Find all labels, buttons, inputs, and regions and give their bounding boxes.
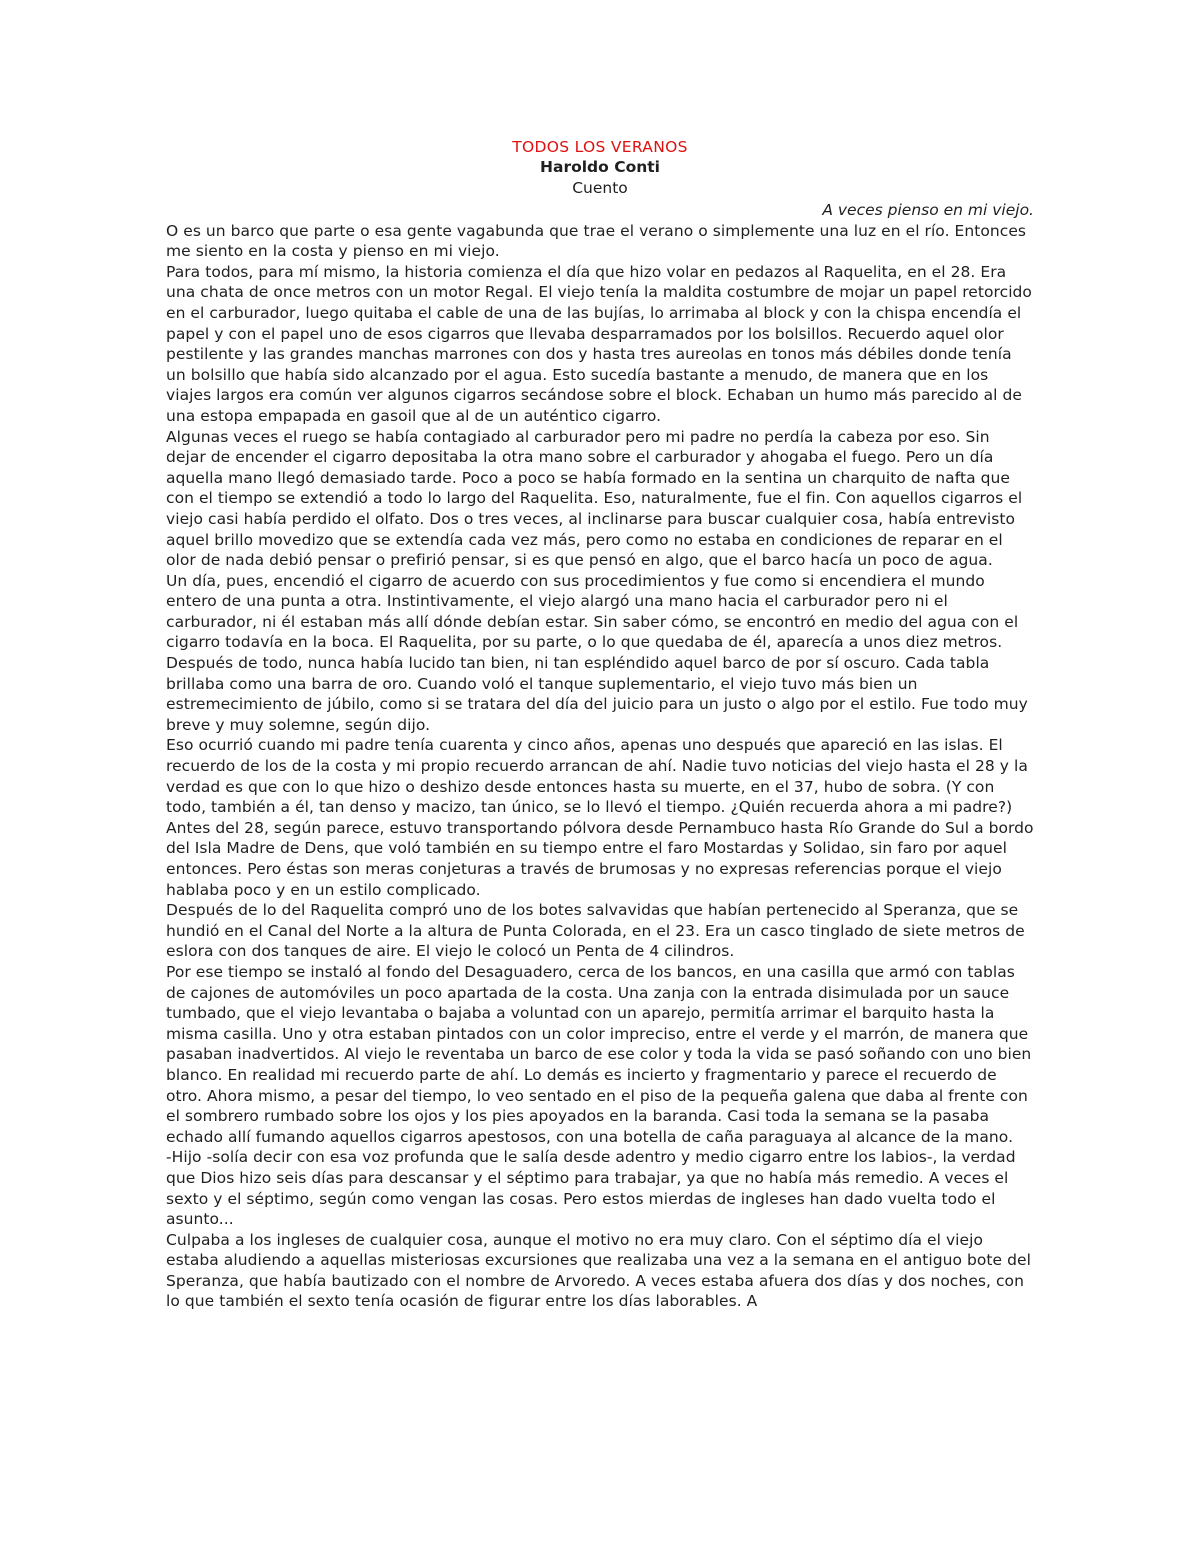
paragraph: Un día, pues, encendió el cigarro de acuerdo con sus procedimientos y fue como si encendiera el mundo entero de una punta a otra. Instintivamente, el viejo alargó una mano hacia el carburador pero ni el carburador, ni él estaban más allí dónde debían estar. Sin saber cómo, se encontró en medio del agua con el cigarro todavía en la boca. El Raquelita, por su parte, o lo que quedaba de él, aparecía a unos diez metros. Después de todo, nunca había lucido tan bien, ni tan espléndido aquel barco de por sí oscuro. Cada tabla brillaba como una barra de oro. Cuando voló el tanque suplementario, el viejo tuvo más bien un estremecimiento de júbilo, como si se tratara del día del juicio para un justo o algo por el estilo. Fue todo muy breve y muy solemne, según dijo. (166, 571, 1028, 734)
paragraph: Después de lo del Raquelita compró uno de los botes salvavidas que habían pertenecido al Speranza, que se hundió en el Canal del Norte a la altura de Punta Colorada, en el 23. Era un casco tinglado de siete metros de eslora con dos tanques de aire. El viejo le colocó un Penta de 4 cilindros. (166, 901, 1025, 961)
paragraph: Para todos, para mí mismo, la historia comienza el día que hizo volar en pedazos al Raquelita, en el 28. Era una chata de once metros con un motor Regal. El viejo tenía la maldita costumbre de mojar un papel retorcido en el carburador, luego quitaba el cable de una de las bujías, lo arrimaba al block y con la chispa encendía el papel y con el papel uno de esos cigarros que llevaba desparramados por los bolsillos. Recuerdo aquel olor pestilente y las grandes manchas marrones con dos y hasta tres aureolas en tonos más débiles donde tenía un bolsillo que había sido alcanzado por el agua. Esto sucedía bastante a menudo, de manera que en los viajes largos era común ver algunos cigarros secándose sobre el block. Echaban un humo más parecido al de una estopa empapada en gasoil que al de un auténtico cigarro. (166, 262, 1032, 425)
paragraph: Antes del 28, según parece, estuvo transportando pólvora desde Pernambuco hasta Río Grande do Sul a bordo del Isla Madre de Dens, que voló también en su tiempo entre el faro Mostardas y Solidao, sin faro por aquel entonces. Pero éstas son meras conjeturas a través de brumosas y no expresas referencias porque el viejo hablaba poco y en un estilo complicado. (166, 818, 1034, 899)
document-page (166, 137, 1034, 1312)
paragraph: -Hijo -solía decir con esa voz profunda que le salía desde adentro y medio cigarro entre los labios-, la verdad que Dios hizo seis días para descansar y el séptimo para trabajar, ya que no había más remedio. A veces el sexto y el séptimo, según como vengan las cosas. Pero estos mierdas de ingleses han dado vuelta todo el asunto... (166, 1148, 1016, 1229)
paragraph: O es un barco que parte o esa gente vagabunda que trae el verano o simplemente una luz en el río. Entonces me siento en la costa y pienso en mi viejo. (166, 221, 1027, 261)
paragraph: Algunas veces el ruego se había contagiado al carburador pero mi padre no perdía la cabeza por eso. Sin dejar de encender el cigarro depositaba la otra mano sobre el carburador y ahogaba el fuego. Pero un día aquella mano llegó demasiado tarde. Poco a poco se había formado en la sentina un charquito de nafta que con el tiempo se extendió a todo lo largo del Raquelita. Eso, naturalmente, fue el fin. Con aquellos cigarros el viejo casi había perdido el olfato. Dos o tres veces, al inclinarse para buscar cualquier cosa, había entrevisto aquel brillo movedizo que se extendía cada vez más, pero como no estaba en condiciones de reparar en el olor de nada debió pensar o prefirió pensar, si es que pensó en algo, que el barco hacía un poco de agua. (166, 427, 1023, 570)
paragraph: Por ese tiempo se instaló al fondo del Desaguadero, cerca de los bancos, en una casilla que armó con tablas de cajones de automóviles un poco apartada de la costa. Una zanja con la entrada disimulada por un sauce tumbado, que el viejo levantaba o bajaba a voluntad con un aparejo, permitía arrimar el barquito hasta la misma casilla. Uno y otra estaban pintados con un color impreciso, entre el verde y el marrón, de manera que pasaban inadvertidos. Al viejo le reventaba un barco de ese color y toda la vida se pasó soñando con uno bien blanco. En realidad mi recuerdo parte de ahí. Lo demás es incierto y fragmentario y parece el recuerdo de otro. Ahora mismo, a pesar del tiempo, lo veo sentado en el piso de la pequeña galena que daba al frente con el sombrero rumbado sobre los ojos y los pies apoyados en la baranda. Casi toda la semana se la pasaba echado allí fumando aquellos cigarros apestosos, con una botella de caña paraguaya al alcance de la mano. (166, 962, 1032, 1146)
paragraph: Culpaba a los ingleses de cualquier cosa, aunque el motivo no era muy claro. Con el séptimo día el viejo estaba aludiendo a aquellas misteriosas excursiones que realizaba una vez a la semana en el antiguo bote del Speranza, que había bautizado con el nombre de Arvoredo. A veces estaba afuera dos días y dos noches, con lo que también el sexto tenía ocasión de figurar entre los días laborables. A (166, 1230, 1031, 1311)
genre-label: Cuento (572, 179, 628, 197)
paragraph: Eso ocurrió cuando mi padre tenía cuarenta y cinco años, apenas uno después que apareció en las islas. El recuerdo de los de la costa y mi propio recuerdo arrancan de ahí. Nadie tuvo noticias del viejo hasta el 28 y la verdad es que con lo que hizo o deshizo desde entonces hasta su muerte, en el 37, hubo de sobra. (Y con todo, también a él, tan denso y macizo, tan único, se lo llevó el tiempo. ¿Quién recuerda ahora a mi padre?) (166, 736, 1028, 817)
author-name: Haroldo Conti (540, 158, 660, 176)
epigraph: A veces pienso en mi viejo. (822, 201, 1034, 219)
story-title: TODOS LOS VERANOS (512, 138, 688, 156)
